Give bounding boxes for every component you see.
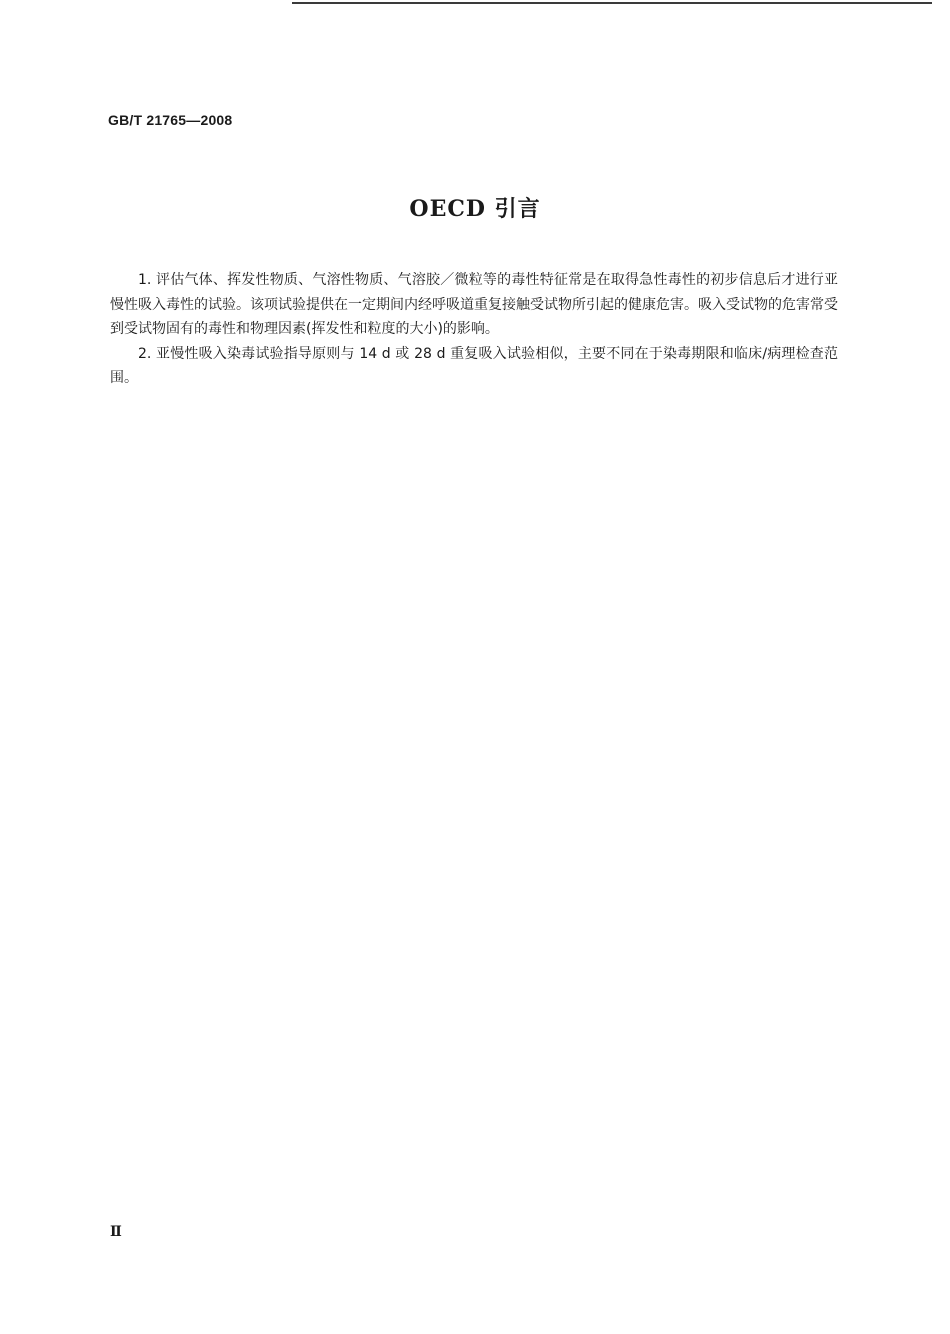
body-text — [110, 268, 838, 391]
page-number: Ⅱ — [110, 1224, 122, 1240]
paragraph-1: 1. 评估气体、挥发性物质、气溶性物质、气溶胶／微粒等的毒性特征常是在取得急性毒性的初步信息后才进行亚慢性吸入毒性的试验。该项试验提供在一定期间内经呼吸道重复接触受试物所引起的健康危害。吸入受试物的危害常受到受试物固有的毒性和物理因素(挥发性和粒度的大小)的影响。 — [110, 272, 838, 337]
section-title: OECD 引言 — [409, 196, 541, 222]
top-rule — [292, 2, 932, 4]
paragraph-2: 2. 亚慢性吸入染毒试验指导原则与 14 d 或 28 d 重复吸入试验相似，主要不同在于染毒期限和临床/病理检查范围。 — [110, 345, 838, 386]
document-code: GB/T 21765—2008 — [108, 112, 233, 128]
